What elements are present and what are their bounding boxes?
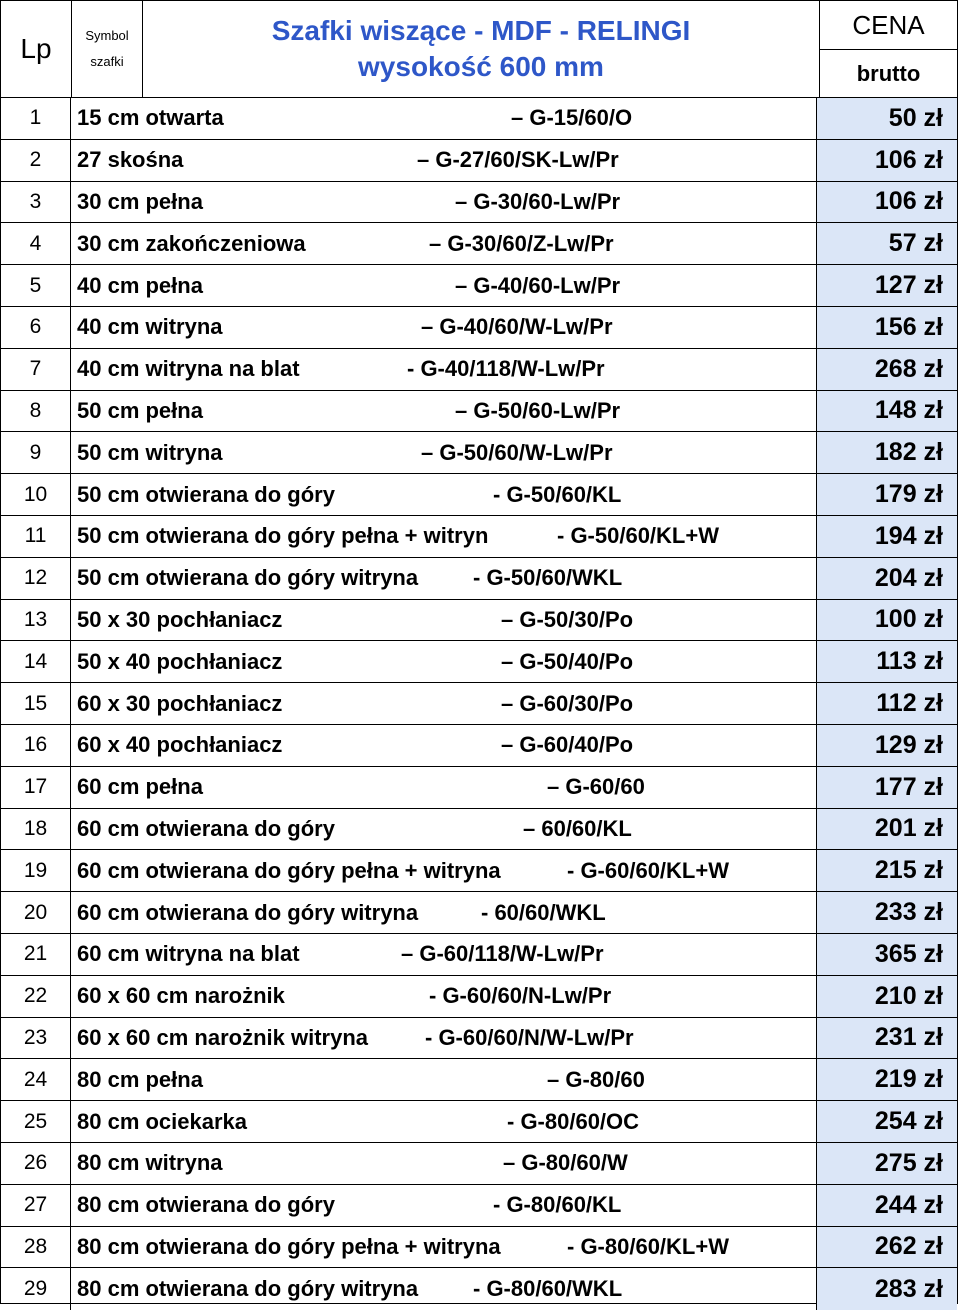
row-code: – G-50/60/W-Lw/Pr: [421, 439, 613, 465]
row-price: 182 zł: [817, 432, 957, 473]
row-name: 60 cm pełna: [77, 774, 203, 800]
row-code: – G-40/60/W-Lw/Pr: [421, 314, 613, 340]
row-description: [71, 683, 817, 724]
title-line1: Szafki wiszące - MDF - RELINGI: [271, 15, 691, 46]
row-lp: 4: [1, 223, 71, 264]
table-row: [1, 1227, 957, 1269]
row-name: 50 cm pełna: [77, 397, 203, 423]
table-row: [1, 976, 957, 1018]
row-price: 113 zł: [817, 641, 957, 682]
table-row: [1, 767, 957, 809]
row-price: 231 zł: [817, 1018, 957, 1059]
table-row: [1, 391, 957, 433]
row-price: 275 zł: [817, 1143, 957, 1184]
row-price: 210 zł: [817, 976, 957, 1017]
row-code: – G-60/40/Po: [501, 732, 634, 758]
row-description: [71, 1101, 817, 1142]
row-lp: 28: [1, 1227, 71, 1268]
row-name: 80 cm ociekarka: [77, 1108, 248, 1134]
row-code: – G-60/60: [547, 774, 645, 800]
row-lp: 23: [1, 1018, 71, 1059]
row-code: - G-80/60/KL: [493, 1192, 622, 1218]
row-name: 50 cm witryna: [77, 439, 223, 465]
row-description: [71, 182, 817, 223]
row-code: – G-50/30/Po: [501, 606, 634, 632]
row-lp: 10: [1, 474, 71, 515]
row-lp: 1: [1, 98, 71, 139]
table-row: [1, 934, 957, 976]
row-name: 40 cm witryna na blat: [77, 356, 300, 382]
row-code: - 60/60/WKL: [481, 899, 606, 925]
row-lp: 3: [1, 182, 71, 223]
table-row: [1, 892, 957, 934]
row-lp: 16: [1, 725, 71, 766]
row-description: [71, 391, 817, 432]
table-header: [1, 1, 957, 98]
row-code: - G-80/60/OC: [507, 1108, 640, 1134]
table-row: [1, 809, 957, 851]
row-description: [71, 140, 817, 181]
row-description: [71, 558, 817, 599]
row-description: [71, 349, 817, 390]
row-price: 106 zł: [817, 140, 957, 181]
row-code: - G-60/60/N/W-Lw/Pr: [425, 1024, 634, 1050]
row-name: 40 cm pełna: [77, 272, 203, 298]
row-price: 177 zł: [817, 767, 957, 808]
row-name: 80 cm otwierana do góry: [77, 1192, 335, 1218]
table-row: [1, 516, 957, 558]
table-row: [1, 1143, 957, 1185]
row-lp: 11: [1, 516, 71, 557]
table-row: [1, 432, 957, 474]
row-description: [71, 892, 817, 933]
row-description: [71, 1059, 817, 1100]
row-description: [71, 850, 817, 891]
row-lp: 13: [1, 600, 71, 641]
row-code: – G-50/40/Po: [501, 648, 634, 674]
row-name: 80 cm pełna: [77, 1066, 203, 1092]
row-name: 60 cm otwierana do góry witryna: [77, 899, 419, 925]
row-code: – G-80/60/W: [503, 1150, 628, 1176]
row-name: 60 cm otwierana do góry: [77, 815, 335, 841]
table-row: [1, 850, 957, 892]
row-description: [71, 809, 817, 850]
row-price: 179 zł: [817, 474, 957, 515]
row-name: 60 x 60 cm narożnik: [77, 983, 285, 1009]
table-row: [1, 1018, 957, 1060]
row-lp: 29: [1, 1268, 71, 1310]
row-code: - G-50/60/WKL: [473, 565, 623, 591]
row-lp: 12: [1, 558, 71, 599]
table-row: [1, 1059, 957, 1101]
header-price-line2: brutto: [856, 60, 921, 86]
row-description: [71, 934, 817, 975]
page-title: [143, 1, 820, 97]
row-lp: 26: [1, 1143, 71, 1184]
row-name: 50 x 40 pochłaniacz: [77, 648, 283, 674]
row-lp: 7: [1, 349, 71, 390]
table-row: [1, 265, 957, 307]
header-price-line1: CENA: [820, 1, 957, 50]
row-description: [71, 976, 817, 1017]
row-price: 233 zł: [817, 892, 957, 933]
header-symbol: [72, 1, 143, 97]
row-description: [71, 307, 817, 348]
table-row: [1, 307, 957, 349]
row-code: – G-27/60/SK-Lw/Pr: [417, 147, 619, 173]
row-code: – G-30/60/Z-Lw/Pr: [429, 230, 614, 256]
row-code: – G-30/60-Lw/Pr: [455, 188, 621, 214]
table-row: [1, 1268, 957, 1310]
row-price: 215 zł: [817, 850, 957, 891]
row-lp: 15: [1, 683, 71, 724]
row-price: 127 zł: [817, 265, 957, 306]
row-price: 148 zł: [817, 391, 957, 432]
row-name: 50 cm otwierana do góry pełna + witryn: [77, 523, 489, 549]
row-lp: 24: [1, 1059, 71, 1100]
row-name: 60 x 40 pochłaniacz: [77, 732, 283, 758]
header-price: [820, 1, 957, 97]
row-price: 262 zł: [817, 1227, 957, 1268]
row-name: 50 cm otwierana do góry: [77, 481, 335, 507]
table-body: [1, 98, 957, 1310]
row-description: [71, 474, 817, 515]
row-code: – G-50/60-Lw/Pr: [455, 397, 621, 423]
row-lp: 25: [1, 1101, 71, 1142]
row-description: [71, 600, 817, 641]
table-row: [1, 140, 957, 182]
row-name: 15 cm otwarta: [77, 105, 224, 131]
row-price: 129 zł: [817, 725, 957, 766]
row-lp: 18: [1, 809, 71, 850]
table-row: [1, 725, 957, 767]
row-code: – G-60/118/W-Lw/Pr: [401, 941, 604, 967]
row-code: - G-60/60/N-Lw/Pr: [429, 983, 612, 1009]
header-symbol-line2: szafki: [90, 54, 124, 69]
row-lp: 20: [1, 892, 71, 933]
row-lp: 5: [1, 265, 71, 306]
row-code: – G-80/60: [547, 1066, 645, 1092]
row-code: – G-60/30/Po: [501, 690, 634, 716]
row-name: 40 cm witryna: [77, 314, 223, 340]
row-description: [71, 767, 817, 808]
row-lp: 17: [1, 767, 71, 808]
table-row: [1, 558, 957, 600]
table-row: [1, 600, 957, 642]
row-code: - G-40/118/W-Lw/Pr: [407, 356, 605, 382]
row-price: 194 zł: [817, 516, 957, 557]
row-description: [71, 516, 817, 557]
row-name: 60 x 60 cm narożnik witryna: [77, 1024, 369, 1050]
row-price: 57 zł: [817, 223, 957, 264]
row-description: [71, 1185, 817, 1226]
row-name: 60 cm otwierana do góry pełna + witryna: [77, 857, 501, 883]
row-price: 50 zł: [817, 98, 957, 139]
row-description: [71, 725, 817, 766]
table-row: [1, 474, 957, 516]
row-price: 156 zł: [817, 307, 957, 348]
header-symbol-line1: Symbol: [85, 28, 129, 43]
table-row: [1, 223, 957, 265]
row-lp: 21: [1, 934, 71, 975]
row-name: 30 cm zakończeniowa: [77, 230, 306, 256]
row-description: [71, 223, 817, 264]
title-line2: wysokość 600 mm: [358, 51, 604, 82]
row-name: 80 cm otwierana do góry witryna: [77, 1276, 419, 1302]
table-row: [1, 349, 957, 391]
row-lp: 22: [1, 976, 71, 1017]
row-code: - G-50/60/KL: [493, 481, 622, 507]
row-price: 204 zł: [817, 558, 957, 599]
row-name: 80 cm witryna: [77, 1150, 223, 1176]
row-name: 30 cm pełna: [77, 188, 203, 214]
row-price: 244 zł: [817, 1185, 957, 1226]
header-lp: Lp: [1, 1, 72, 97]
row-description: [71, 1268, 817, 1310]
table-row: [1, 641, 957, 683]
row-name: 27 skośna: [77, 147, 184, 173]
row-price: 201 zł: [817, 809, 957, 850]
table-row: [1, 683, 957, 725]
row-description: [71, 432, 817, 473]
table-row: [1, 1185, 957, 1227]
row-price: 219 zł: [817, 1059, 957, 1100]
row-description: [71, 265, 817, 306]
row-code: - G-50/60/KL+W: [557, 523, 719, 549]
row-description: [71, 1018, 817, 1059]
row-price: 254 zł: [817, 1101, 957, 1142]
table-row: [1, 1101, 957, 1143]
row-lp: 19: [1, 850, 71, 891]
row-description: [71, 641, 817, 682]
row-lp: 6: [1, 307, 71, 348]
row-price: 283 zł: [817, 1268, 957, 1310]
row-code: - G-80/60/KL+W: [567, 1233, 729, 1259]
row-name: 50 x 30 pochłaniacz: [77, 606, 283, 632]
row-lp: 27: [1, 1185, 71, 1226]
row-name: 80 cm otwierana do góry pełna + witryna: [77, 1233, 501, 1259]
row-description: [71, 1143, 817, 1184]
row-price: 268 zł: [817, 349, 957, 390]
row-lp: 8: [1, 391, 71, 432]
row-lp: 9: [1, 432, 71, 473]
row-name: 60 x 30 pochłaniacz: [77, 690, 283, 716]
row-lp: 14: [1, 641, 71, 682]
row-code: – G-15/60/O: [511, 105, 633, 131]
row-description: [71, 1227, 817, 1268]
row-price: 365 zł: [817, 934, 957, 975]
row-code: - G-60/60/KL+W: [567, 857, 729, 883]
table-row: [1, 98, 957, 140]
row-name: 50 cm otwierana do góry witryna: [77, 565, 419, 591]
row-price: 100 zł: [817, 600, 957, 641]
row-lp: 2: [1, 140, 71, 181]
row-name: 60 cm witryna na blat: [77, 941, 300, 967]
row-code: – 60/60/KL: [523, 815, 632, 841]
table-row: [1, 182, 957, 224]
row-code: – G-40/60-Lw/Pr: [455, 272, 621, 298]
row-price: 106 zł: [817, 182, 957, 223]
row-code: - G-80/60/WKL: [473, 1276, 623, 1302]
row-price: 112 zł: [817, 683, 957, 724]
row-description: [71, 98, 817, 139]
